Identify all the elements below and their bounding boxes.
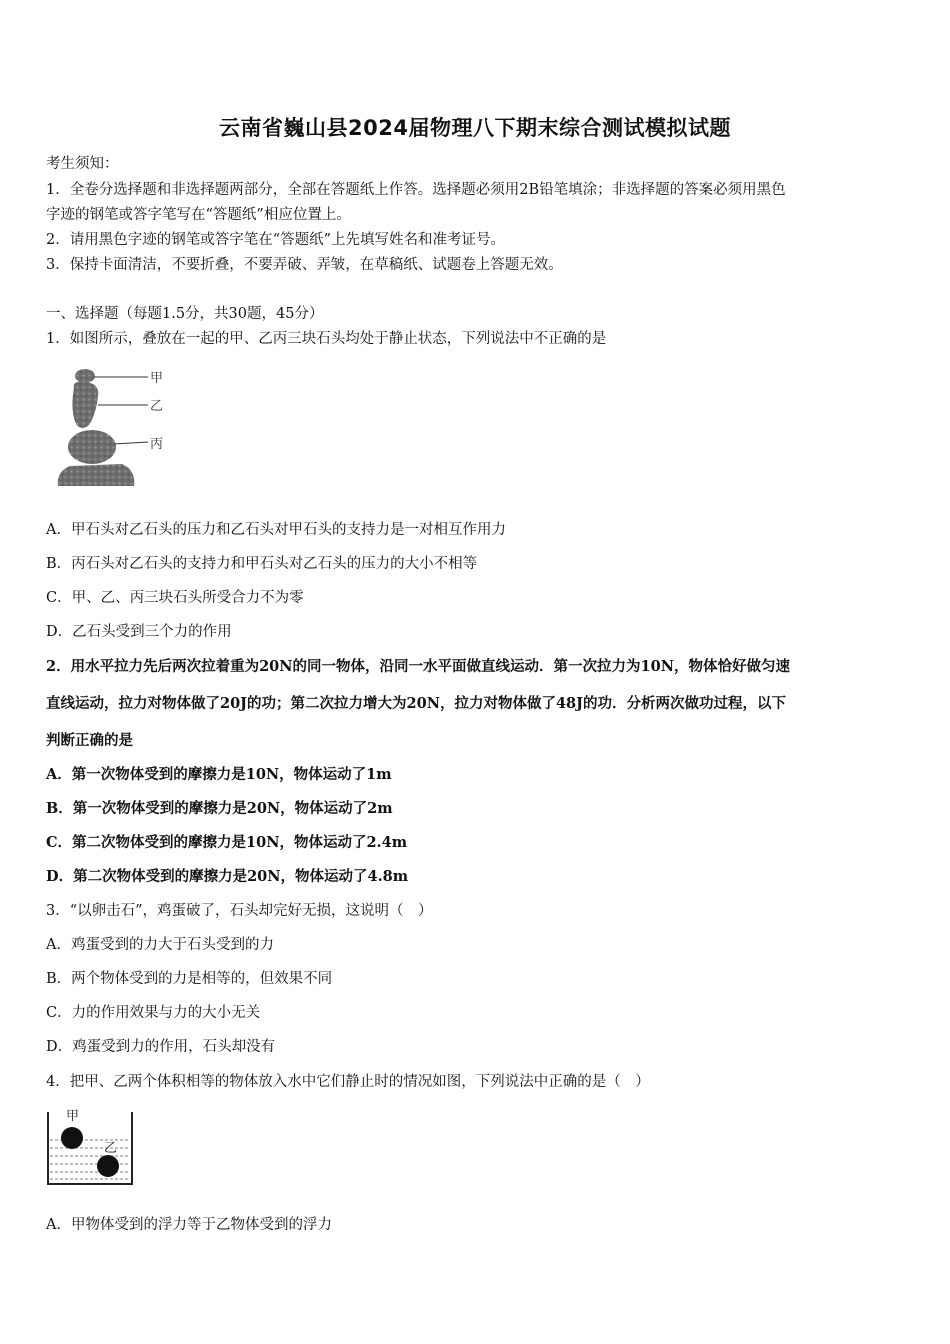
stone-bing bbox=[68, 430, 116, 464]
stone-yi bbox=[72, 382, 98, 428]
fig-label-yi: 乙 bbox=[150, 399, 164, 414]
fig-label-yi: 乙 bbox=[104, 1141, 118, 1156]
option: A．第一次物体受到的摩擦力是10N，物体运动了1m bbox=[46, 766, 392, 783]
page-title: 云南省巍山县2024届物理八下期末综合测试模拟试题 bbox=[219, 116, 731, 140]
option: C．甲、乙、丙三块石头所受合力不为零 bbox=[46, 590, 304, 606]
floating-objects-figure bbox=[44, 1104, 136, 1188]
option: D．第二次物体受到的摩擦力是20N，物体运动了4.8m bbox=[46, 868, 409, 885]
notice-item: 1．全卷分选择题和非选择题两部分，全部在答题纸上作答。选择题必须用2B铅笔填涂；非选择题的答案必须用黑色 bbox=[46, 182, 786, 198]
section-heading: 一、选择题（每题1.5分，共30题，45分） bbox=[46, 306, 324, 322]
notice-heading: 考生须知： bbox=[46, 156, 119, 172]
fig-label-bing: 丙 bbox=[150, 437, 164, 452]
option: A．甲物体受到的浮力等于乙物体受到的浮力 bbox=[46, 1217, 332, 1233]
question-stem: 直线运动，拉力对物体做了20J的功；第二次拉力增大为20N，拉力对物体做了48J的功．分析两次做功过程，以下 bbox=[46, 695, 787, 712]
option: B．两个物体受到的力是相等的，但效果不同 bbox=[46, 971, 333, 987]
option: A．甲石头对乙石头的压力和乙石头对甲石头的支持力是一对相互作用力 bbox=[46, 522, 506, 538]
option: B．丙石头对乙石头的支持力和甲石头对乙石头的压力的大小不相等 bbox=[46, 556, 478, 572]
stone-jia bbox=[75, 369, 95, 383]
water-surface bbox=[50, 1140, 130, 1179]
fig-label-jia: 甲 bbox=[150, 371, 164, 386]
stone-base bbox=[58, 464, 135, 486]
option: C．第二次物体受到的摩擦力是10N，物体运动了2.4m bbox=[46, 834, 408, 851]
notice-item: 2．请用黑色字迹的钢笔或答字笔在“答题纸”上先填写姓名和准考证号。 bbox=[46, 232, 506, 248]
fig-label-jia: 甲 bbox=[66, 1109, 80, 1124]
option: B．第一次物体受到的摩擦力是20N，物体运动了2m bbox=[46, 800, 393, 817]
object-yi bbox=[97, 1155, 119, 1177]
option: D．乙石头受到三个力的作用 bbox=[46, 624, 232, 640]
question-stem: 1．如图所示，叠放在一起的甲、乙丙三块石头均处于静止状态，下列说法中不正确的是 bbox=[46, 331, 607, 347]
question-stem: 2．用水平拉力先后两次拉着重为20N的同一物体，沿同一水平面做直线运动．第一次拉力为10N，物体恰好做匀速 bbox=[46, 658, 790, 675]
question-stem: 3．“以卵击石”，鸡蛋破了，石头却完好无损，这说明（ ） bbox=[46, 903, 433, 919]
option: C．力的作用效果与力的大小无关 bbox=[46, 1005, 261, 1021]
stacked-stones-figure bbox=[52, 362, 172, 490]
question-stem: 4．把甲、乙两个体积相等的物体放入水中它们静止时的情况如图，下列说法中正确的是（ ） bbox=[46, 1074, 650, 1090]
question-stem: 判断正确的是 bbox=[46, 732, 133, 749]
notice-item: 字迹的钢笔或答字笔写在“答题纸”相应位置上。 bbox=[46, 207, 351, 223]
notice-item: 3．保持卡面清洁，不要折叠，不要弄破、弄皱，在草稿纸、试题卷上答题无效。 bbox=[46, 257, 563, 273]
option: D．鸡蛋受到力的作用，石头却没有 bbox=[46, 1039, 276, 1055]
object-jia bbox=[61, 1127, 83, 1149]
option: A．鸡蛋受到的力大于石头受到的力 bbox=[46, 937, 274, 953]
